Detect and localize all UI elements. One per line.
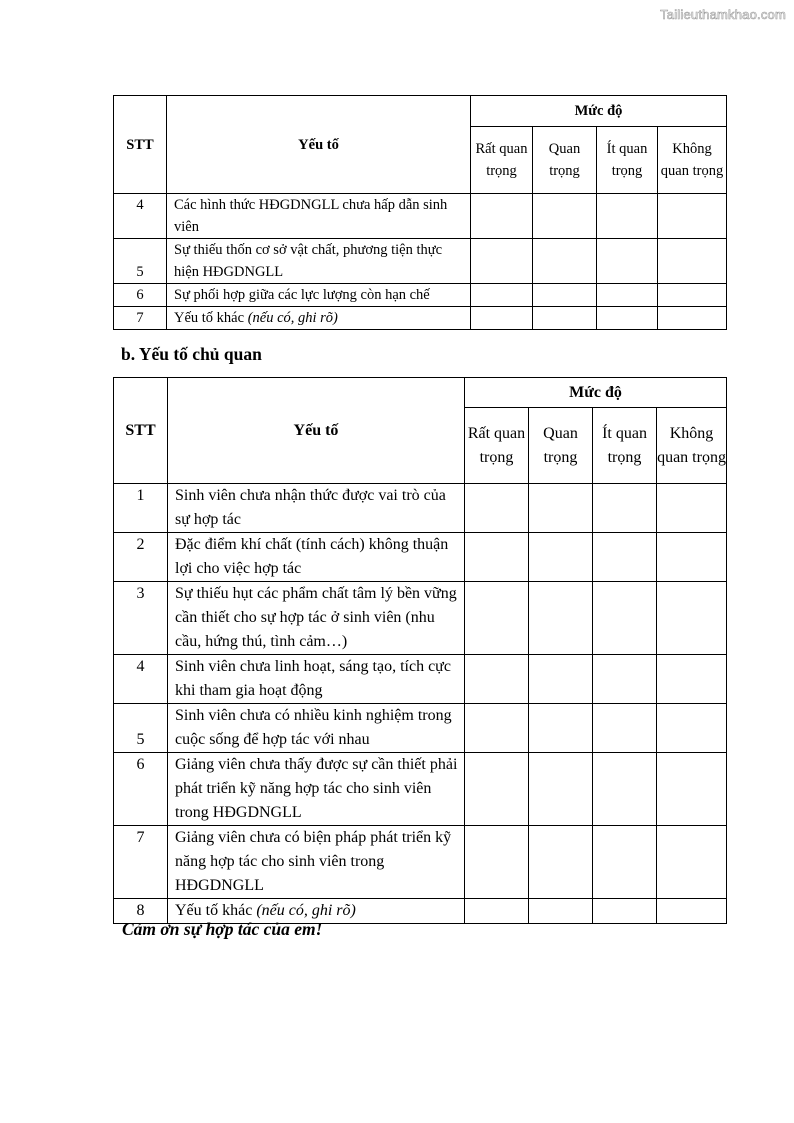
header-muc-do: Mức độ — [471, 96, 727, 127]
factor-table-objective — [113, 95, 727, 330]
rating-cell[interactable] — [593, 753, 657, 826]
thank-you-note: Cảm ơn sự hợp tác của em! — [122, 919, 323, 939]
rating-cell[interactable] — [471, 284, 533, 307]
header-stt: STT — [114, 378, 168, 484]
row-stt: 7 — [114, 826, 168, 899]
row-text: Đặc điểm khí chất (tính cách) không thuận lợi cho việc hợp tác — [168, 533, 465, 582]
row-text: Giảng viên chưa có biện pháp phát triển kỹ năng hợp tác cho sinh viên trong HĐGDNGLL — [168, 826, 465, 899]
rating-cell[interactable] — [465, 899, 529, 924]
rating-cell[interactable] — [593, 704, 657, 753]
row-stt: 6 — [114, 284, 167, 307]
table-row — [114, 533, 727, 582]
row-stt: 3 — [114, 582, 168, 655]
row-stt: 1 — [114, 484, 168, 533]
rating-cell[interactable] — [465, 484, 529, 533]
row-text-main: Yếu tố khác — [174, 310, 248, 326]
rating-cell[interactable] — [657, 753, 727, 826]
table-row — [114, 582, 727, 655]
rating-cell[interactable] — [597, 239, 658, 284]
row-text-note: (nếu có, ghi rõ) — [256, 902, 356, 919]
row-text — [167, 307, 471, 330]
section-heading: b. Yếu tố chủ quan — [121, 344, 262, 364]
rating-cell[interactable] — [658, 239, 727, 284]
table-row — [114, 307, 727, 330]
row-text: Giảng viên chưa thấy được sự cần thiết phải phát triển kỹ năng hợp tác cho sinh viên trong HĐGDNGLL — [168, 753, 465, 826]
rating-cell[interactable] — [471, 194, 533, 239]
rating-cell[interactable] — [658, 307, 727, 330]
rating-cell[interactable] — [465, 753, 529, 826]
rating-cell[interactable] — [529, 582, 593, 655]
table-row — [114, 704, 727, 753]
rating-cell[interactable] — [657, 484, 727, 533]
rating-cell[interactable] — [465, 533, 529, 582]
table-row — [114, 194, 727, 239]
rating-cell[interactable] — [657, 899, 727, 924]
row-text: Sinh viên chưa có nhiều kinh nghiệm trong cuộc sống để hợp tác với nhau — [168, 704, 465, 753]
rating-cell[interactable] — [465, 582, 529, 655]
row-stt: 4 — [114, 194, 167, 239]
header-level: Ít quan trọng — [593, 408, 657, 484]
row-text: Sự thiếu hụt các phẩm chất tâm lý bền vững cần thiết cho sự hợp tác ở sinh viên (nhu cầu, hứng thú, tình cảm…) — [168, 582, 465, 655]
rating-cell[interactable] — [657, 533, 727, 582]
header-yeu-to: Yếu tố — [168, 378, 465, 484]
rating-cell[interactable] — [533, 194, 597, 239]
rating-cell[interactable] — [593, 484, 657, 533]
row-text: Các hình thức HĐGDNGLL chưa hấp dẫn sinh viên — [167, 194, 471, 239]
table-row — [114, 484, 727, 533]
row-stt: 8 — [114, 899, 168, 924]
table-row — [114, 284, 727, 307]
rating-cell[interactable] — [658, 284, 727, 307]
rating-cell[interactable] — [593, 533, 657, 582]
row-text: Sự thiếu thốn cơ sở vật chất, phương tiện thực hiện HĐGDNGLL — [167, 239, 471, 284]
rating-cell[interactable] — [533, 284, 597, 307]
header-level: Không quan trọng — [658, 127, 727, 194]
header-level: Rất quan trọng — [471, 127, 533, 194]
header-level: Không quan trọng — [657, 408, 727, 484]
rating-cell[interactable] — [597, 194, 658, 239]
row-stt: 5 — [114, 239, 167, 284]
rating-cell[interactable] — [465, 826, 529, 899]
row-text-note: (nếu có, ghi rõ) — [247, 310, 338, 326]
rating-cell[interactable] — [529, 704, 593, 753]
factor-table-subjective — [113, 377, 727, 924]
rating-cell[interactable] — [529, 753, 593, 826]
rating-cell[interactable] — [529, 484, 593, 533]
rating-cell[interactable] — [597, 284, 658, 307]
header-level: Rất quan trọng — [465, 408, 529, 484]
table-row — [114, 239, 727, 284]
table-row — [114, 753, 727, 826]
rating-cell[interactable] — [465, 704, 529, 753]
row-stt: 4 — [114, 655, 168, 704]
header-stt: STT — [114, 96, 167, 194]
header-yeu-to: Yếu tố — [167, 96, 471, 194]
row-text-main: Yếu tố khác — [175, 902, 257, 919]
rating-cell[interactable] — [471, 307, 533, 330]
rating-cell[interactable] — [529, 655, 593, 704]
row-stt: 6 — [114, 753, 168, 826]
row-stt: 2 — [114, 533, 168, 582]
row-text: Sinh viên chưa nhận thức được vai trò của sự hợp tác — [168, 484, 465, 533]
table-row — [114, 655, 727, 704]
row-text: Sinh viên chưa linh hoạt, sáng tạo, tích cực khi tham gia hoạt động — [168, 655, 465, 704]
rating-cell[interactable] — [471, 239, 533, 284]
rating-cell[interactable] — [658, 194, 727, 239]
rating-cell[interactable] — [533, 307, 597, 330]
row-stt: 7 — [114, 307, 167, 330]
header-muc-do: Mức độ — [465, 378, 727, 408]
rating-cell[interactable] — [657, 826, 727, 899]
rating-cell[interactable] — [593, 826, 657, 899]
rating-cell[interactable] — [657, 655, 727, 704]
rating-cell[interactable] — [657, 582, 727, 655]
rating-cell[interactable] — [657, 704, 727, 753]
rating-cell[interactable] — [529, 533, 593, 582]
table-row — [114, 826, 727, 899]
header-level: Quan trọng — [533, 127, 597, 194]
rating-cell[interactable] — [593, 582, 657, 655]
watermark-text: Tailieuthamkhao.com — [660, 7, 786, 22]
row-text: Sự phối hợp giữa các lực lượng còn hạn chế — [167, 284, 471, 307]
header-level: Ít quan trọng — [597, 127, 658, 194]
rating-cell[interactable] — [533, 239, 597, 284]
row-stt: 5 — [114, 704, 168, 753]
rating-cell[interactable] — [465, 655, 529, 704]
header-level: Quan trọng — [529, 408, 593, 484]
rating-cell[interactable] — [529, 826, 593, 899]
rating-cell[interactable] — [593, 655, 657, 704]
rating-cell[interactable] — [529, 899, 593, 924]
rating-cell[interactable] — [593, 899, 657, 924]
rating-cell[interactable] — [597, 307, 658, 330]
